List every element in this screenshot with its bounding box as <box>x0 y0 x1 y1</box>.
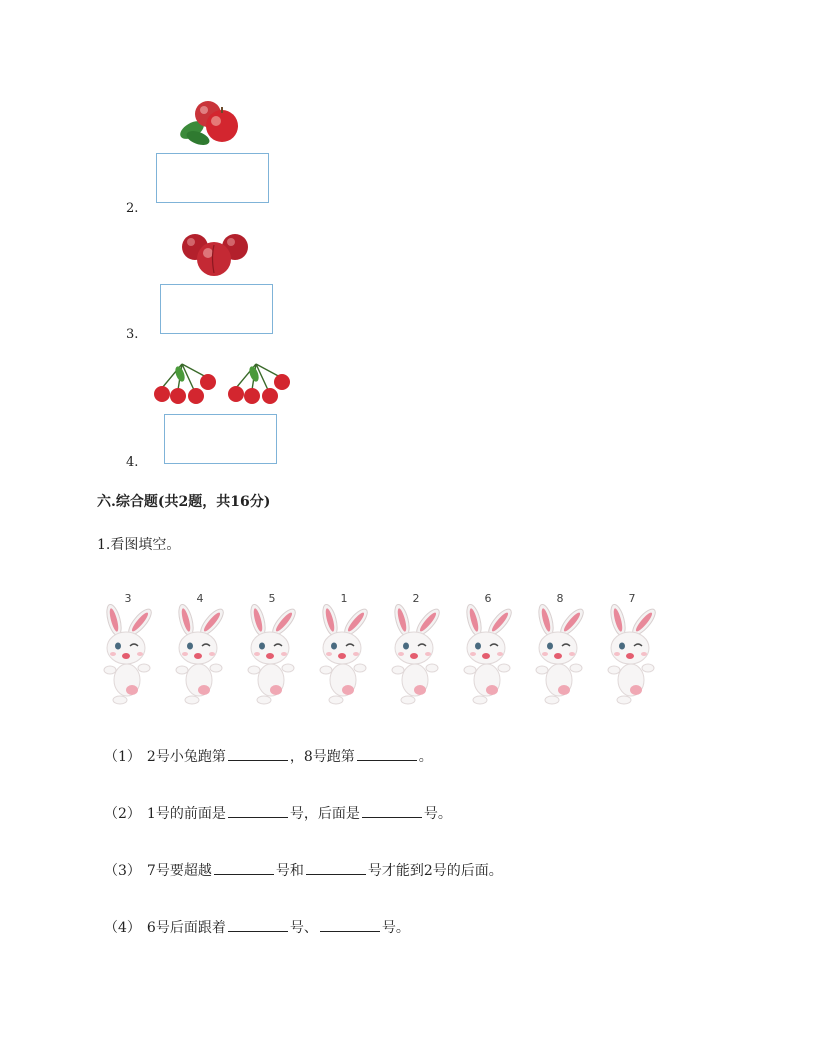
fill-question-2: （2） 1号的前面是 号，后面是 号。 <box>104 806 452 822</box>
rabbit-figure <box>168 592 234 710</box>
rabbit-number-label: 1 <box>340 592 348 605</box>
rabbit-icon <box>240 604 306 708</box>
answer-blank[interactable] <box>362 805 422 818</box>
answer-blank[interactable] <box>320 919 380 932</box>
rabbit-number-label: 3 <box>124 592 132 605</box>
cherries-icon <box>152 360 292 406</box>
rabbit-figure <box>528 592 594 710</box>
rabbit-number-label: 7 <box>628 592 636 605</box>
rabbit-number-label: 5 <box>268 592 276 605</box>
rabbit-number-label: 2 <box>412 592 420 605</box>
rabbit-icon <box>528 604 594 708</box>
question-number-4: 4. <box>126 455 139 470</box>
rabbit-icon <box>312 604 378 708</box>
rabbit-row <box>96 592 666 712</box>
fill-question-4: （4） 6号后面跟着 号、 号。 <box>104 920 410 936</box>
answer-blank[interactable] <box>228 919 288 932</box>
rabbit-number-label: 8 <box>556 592 564 605</box>
answer-blank[interactable] <box>306 862 366 875</box>
answer-box-2[interactable] <box>156 153 269 203</box>
question-prompt: 1.看图填空。 <box>97 537 181 553</box>
answer-blank[interactable] <box>357 748 417 761</box>
rabbit-figure <box>240 592 306 710</box>
rabbit-figure <box>600 592 666 710</box>
rabbit-icon <box>456 604 522 708</box>
rabbit-figure <box>456 592 522 710</box>
answer-blank[interactable] <box>228 805 288 818</box>
question-number-2: 2. <box>126 201 139 216</box>
fill-question-3: （3） 7号要超越 号和 号才能到2号的后面。 <box>104 863 503 879</box>
question-number-3: 3. <box>126 327 139 342</box>
rabbit-icon <box>384 604 450 708</box>
answer-box-3[interactable] <box>160 284 273 334</box>
rabbit-icon <box>168 604 234 708</box>
apples-icon <box>178 96 240 148</box>
answer-blank[interactable] <box>214 862 274 875</box>
rabbit-figure <box>96 592 162 710</box>
rabbit-figure <box>312 592 378 710</box>
answer-blank[interactable] <box>228 748 288 761</box>
rabbit-number-label: 6 <box>484 592 492 605</box>
plums-icon <box>178 227 252 279</box>
rabbit-icon <box>96 604 162 708</box>
fill-question-1: （1） 2号小兔跑第 ，8号跑第 。 <box>104 749 433 765</box>
rabbit-icon <box>600 604 666 708</box>
section-title: 六.综合题(共2题，共16分) <box>97 494 271 510</box>
rabbit-number-label: 4 <box>196 592 204 605</box>
rabbit-figure <box>384 592 450 710</box>
answer-box-4[interactable] <box>164 414 277 464</box>
